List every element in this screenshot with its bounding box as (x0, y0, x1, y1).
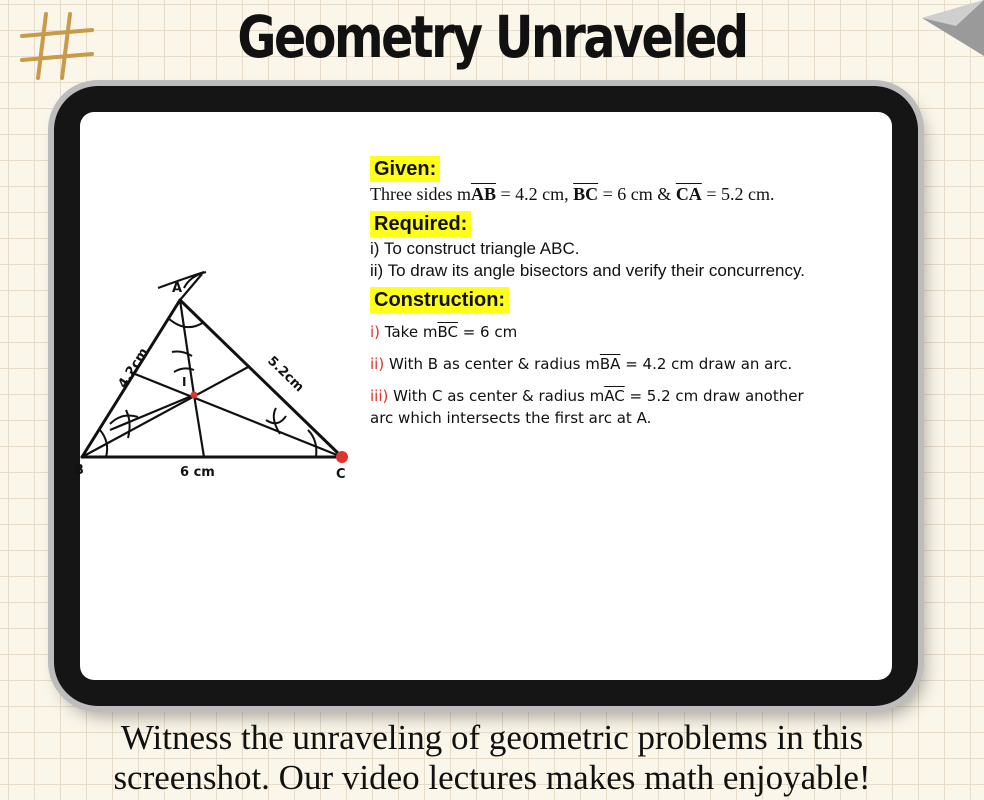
side-ac-label: 5.2cm (264, 353, 307, 396)
bisector-extra-2 (110, 395, 194, 430)
caption-line-1: Witness the unraveling of geometric problems in this (120, 718, 864, 757)
given-line: Three sides $m\overline{AB} = 4.2$ cm, $\overline{BC} = 6$ cm & $\overline{CA} = 5.2$ cm. (370, 184, 775, 204)
vertex-b-label: B (74, 463, 84, 478)
incenter-dot (191, 392, 198, 399)
tablet-screen (74, 112, 892, 680)
bisector-b (82, 366, 250, 457)
caption-line-2: screenshot. Our video lectures makes math enjoyable! (113, 758, 871, 797)
hash-icon (18, 10, 98, 82)
required-heading: Required: (370, 211, 471, 237)
vertex-c-dot (336, 451, 348, 463)
required-item-2: ii) To draw its angle bisectors and verify their concurrency. (370, 261, 805, 280)
incenter-label: I (182, 375, 187, 389)
caption (0, 718, 984, 798)
construction-step-3: iii) With C as center & radius $m\overline{AC} = 5.2$ cm draw another (370, 387, 804, 405)
triangle-construction-diagram (74, 112, 380, 532)
vertex-a-label: A (172, 281, 183, 296)
construction-text (370, 156, 890, 427)
side-ac (180, 300, 342, 457)
vertex-c-label: C (336, 467, 346, 482)
construction-step-1: i) Take $m\overline{BC} = 6$ cm (370, 323, 518, 341)
construction-heading: Construction: (370, 287, 509, 313)
bisector-extra (194, 395, 204, 457)
tablet-frame (54, 86, 918, 706)
cross-arc-c1 (266, 416, 286, 423)
construction-step-2: ii) With B as center & radius $m\overline{BA} = 4.2$ cm draw an arc. (370, 355, 793, 373)
side-bc-label: 6 cm (180, 465, 215, 480)
side-ab-label: 4.2cm (115, 345, 152, 391)
required-item-1: i) To construct triangle ABC. (370, 239, 580, 258)
page-title: Geometry Unraveled (237, 3, 747, 71)
paper-plane-icon (916, 0, 984, 62)
construction-step-3-continued: arc which intersects the first arc at A. (370, 409, 652, 427)
given-heading: Given: (370, 156, 440, 182)
